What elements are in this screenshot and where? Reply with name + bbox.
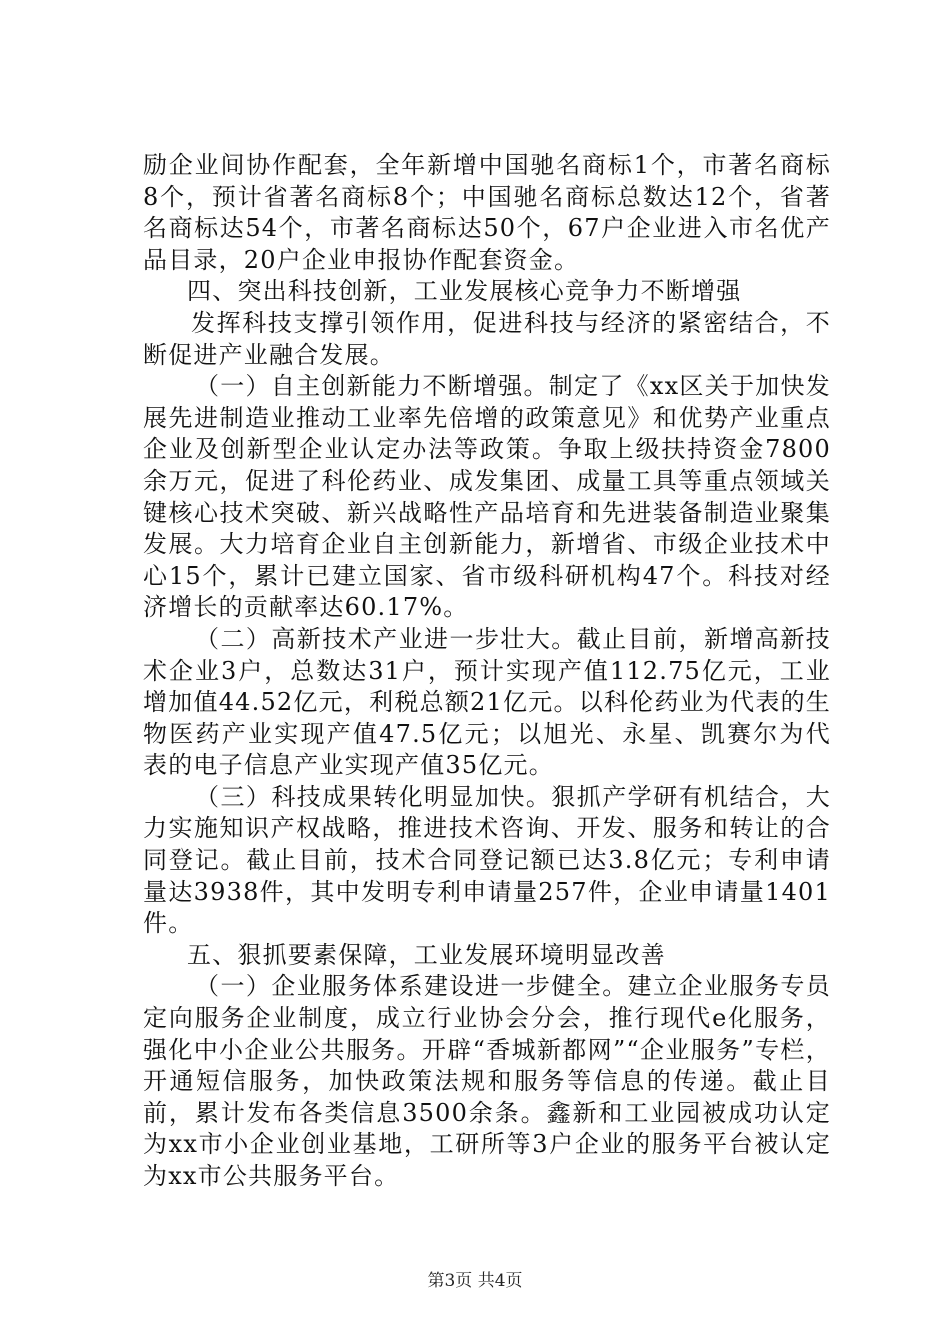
paragraph-trademarks: 励企业间协作配套，全年新增中国驰名商标1个，市著名商标8个，预计省著名商标8个；中国驰名商标总数达12个，省著名商标达54个，市著名商标达50个，67户企业进入市名优产品目录，20户企业申报协作配套资金。	[143, 151, 831, 274]
paragraph-enterprise-service: （一）企业服务体系建设进一步健全。建立企业服务专员定向服务企业制度，成立行业协会分会，推行现代e化服务，强化中小企业公共服务。开辟“香城新都网”“企业服务”专栏，开通短信服务，加快政策法规和服务等信息的传递。截止目前，累计发布各类信息3500余条。鑫新和工业园被成功认定为xx市小企业创业基地，工研所等3户企业的服务平台被认定为xx市公共服务平台。	[143, 972, 831, 1190]
document-body	[143, 150, 831, 1193]
page-footer: 第3页 共4页	[427, 1271, 523, 1291]
paragraph-independent-innovation: （一）自主创新能力不断增强。制定了《xx区关于加快发展先进制造业推动工业率先倍增的政策意见》和优势产业重点企业及创新型企业认定办法等政策。争取上级扶持资金7800余万元，促进了科伦药业、成发集团、成量工具等重点领域关键核心技术突破、新兴战略性产品培育和先进装备制造业聚集发展。大力培育企业自主创新能力，新增省、市级企业技术中心15个，累计已建立国家、省市级科研机构47个。科技对经济增长的贡献率达60.17%。	[143, 372, 831, 622]
section-heading-tech-innovation: 四、突出科技创新，工业发展核心竞争力不断增强	[187, 277, 742, 306]
section-heading-factor-guarantee: 五、狠抓要素保障，工业发展环境明显改善	[187, 940, 666, 969]
paragraph-high-tech-industry: （二）高新技术产业进一步壮大。截止目前，新增高新技术企业3户，总数达31户，预计实现产值112.75亿元，工业增加值44.52亿元，利税总额21亿元。以科伦药业为代表的生物医药产业实现产值47.5亿元；以旭光、永星、凯赛尔为代表的电子信息产业实现产值35亿元。	[143, 624, 831, 780]
paragraph-tech-transfer: （三）科技成果转化明显加快。狠抓产学研有机结合，大力实施知识产权战略，推进技术咨询、开发、服务和转让的合同登记。截止目前，技术合同登记额已达3.8亿元；专利申请量达3938件，其中发明专利申请量257件，企业申请量1401件。	[143, 782, 831, 938]
paragraph-tech-support: 发挥科技支撑引领作用，促进科技与经济的紧密结合，不断促进产业融合发展。	[143, 308, 831, 369]
